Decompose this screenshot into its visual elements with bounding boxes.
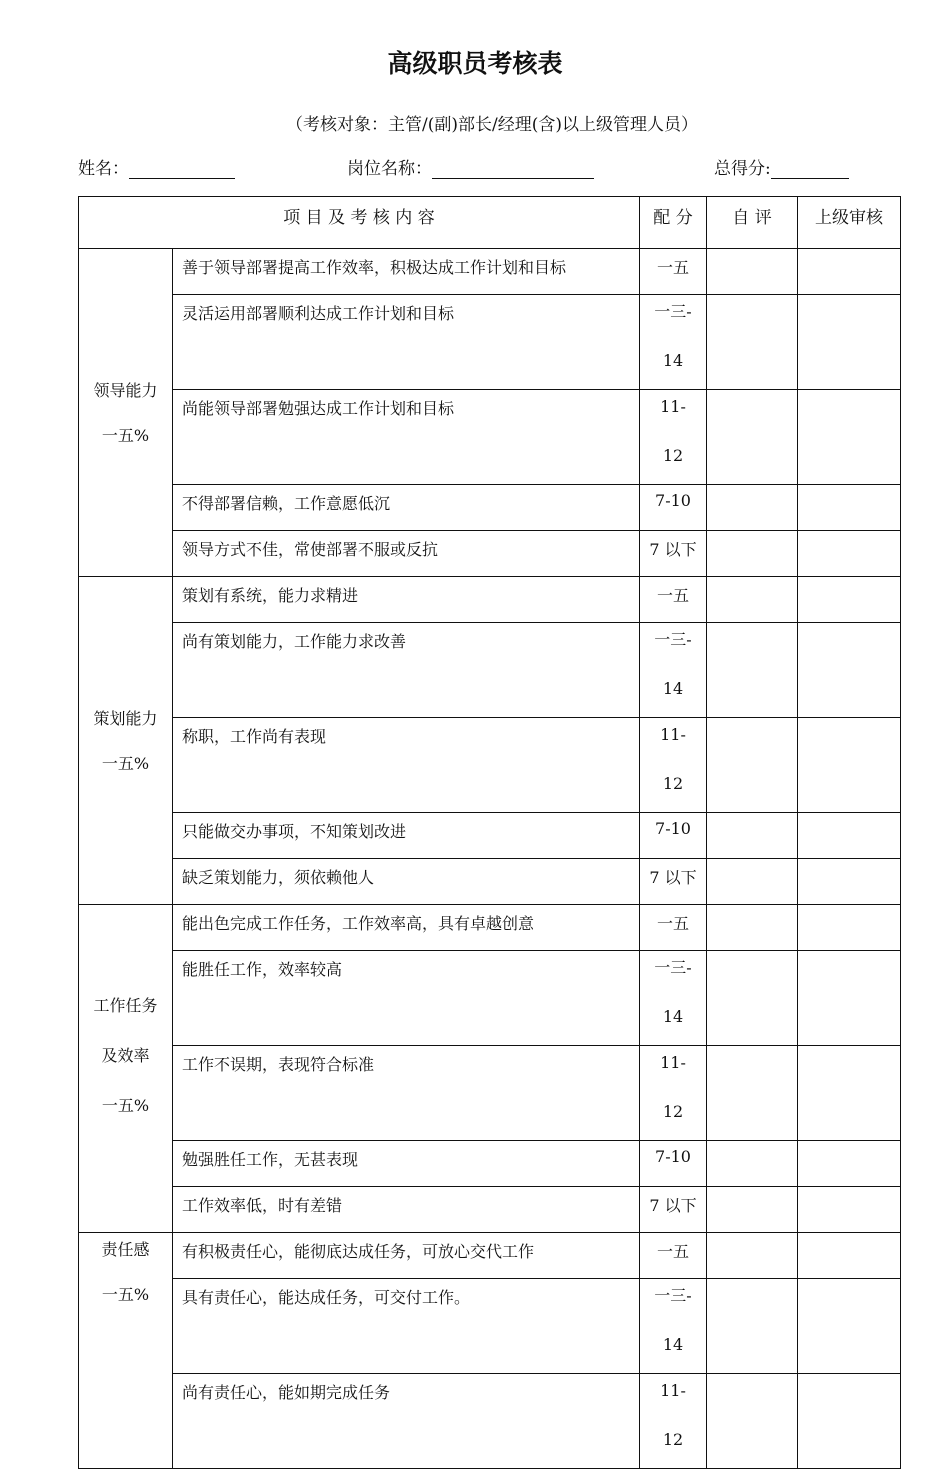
- criterion-text: 尚能领导部署勉强达成工作计划和目标: [173, 390, 640, 485]
- total-score-label: 总得分:: [714, 159, 771, 179]
- score-range: [640, 951, 707, 1046]
- supervisor-review-cell[interactable]: [798, 718, 901, 813]
- self-eval-cell[interactable]: [707, 718, 798, 813]
- score-range-part: 14: [662, 1335, 684, 1354]
- criterion-text: 勉强胜任工作，无甚表现: [173, 1141, 640, 1187]
- table-row: [79, 1233, 901, 1279]
- score-range: 7-10: [640, 485, 707, 531]
- supervisor-review-cell[interactable]: [798, 1374, 901, 1469]
- category-cell: [79, 1233, 173, 1469]
- criterion-text: 工作不误期，表现符合标准: [173, 1046, 640, 1141]
- supervisor-review-cell[interactable]: [798, 1187, 901, 1233]
- self-eval-cell[interactable]: [707, 390, 798, 485]
- self-eval-cell[interactable]: [707, 951, 798, 1046]
- supervisor-review-cell[interactable]: [798, 295, 901, 390]
- category-label: 责任感: [101, 1240, 150, 1259]
- score-range-part: 12: [662, 1430, 684, 1449]
- criterion-text: 尚有责任心，能如期完成任务: [173, 1374, 640, 1469]
- score-range: 7-10: [640, 813, 707, 859]
- category-cell: [79, 577, 173, 905]
- score-range-part: 11-: [660, 725, 686, 744]
- category-cell: [79, 249, 173, 577]
- table-row: [79, 813, 901, 859]
- score-range-part: 11-: [660, 397, 686, 416]
- category-label: 一五%: [101, 426, 150, 445]
- header-score: 配 分: [640, 197, 707, 249]
- self-eval-cell[interactable]: [707, 905, 798, 951]
- assessment-table: [78, 196, 901, 1469]
- category-label: 一五%: [101, 754, 150, 773]
- self-eval-cell[interactable]: [707, 531, 798, 577]
- supervisor-review-cell[interactable]: [798, 1233, 901, 1279]
- table-row: [79, 1141, 901, 1187]
- page-title: 高级职员考核表: [387, 49, 563, 78]
- criterion-text: 领导方式不佳，常使部署不服或反抗: [173, 531, 640, 577]
- header-content: 项 目 及 考 核 内 容: [79, 197, 640, 249]
- score-range-part: 14: [662, 679, 684, 698]
- score-range: [640, 1374, 707, 1469]
- position-label: 岗位名称：: [347, 159, 432, 179]
- score-range-part: 11-: [660, 1381, 686, 1400]
- criterion-text: 工作效率低，时有差错: [173, 1187, 640, 1233]
- table-row: [79, 577, 901, 623]
- position-input-line[interactable]: [432, 160, 594, 179]
- category-cell: [79, 905, 173, 1233]
- criterion-text: 只能做交办事项，不知策划改进: [173, 813, 640, 859]
- category-label: 及效率: [101, 1046, 150, 1065]
- score-range: [640, 1046, 707, 1141]
- score-range-part: 12: [662, 774, 684, 793]
- score-range: [640, 1279, 707, 1374]
- table-row: [79, 249, 901, 295]
- supervisor-review-cell[interactable]: [798, 390, 901, 485]
- name-field: [78, 154, 235, 179]
- self-eval-cell[interactable]: [707, 249, 798, 295]
- supervisor-review-cell[interactable]: [798, 1141, 901, 1187]
- table-row: [79, 1187, 901, 1233]
- supervisor-review-cell[interactable]: [798, 951, 901, 1046]
- score-range: [640, 623, 707, 718]
- score-range: 7 以下: [640, 531, 707, 577]
- self-eval-cell[interactable]: [707, 623, 798, 718]
- score-range: 7-10: [640, 1141, 707, 1187]
- self-eval-cell[interactable]: [707, 1279, 798, 1374]
- criterion-text: 缺乏策划能力，须依赖他人: [173, 859, 640, 905]
- self-eval-cell[interactable]: [707, 1374, 798, 1469]
- name-input-line[interactable]: [129, 160, 235, 179]
- self-eval-cell[interactable]: [707, 1141, 798, 1187]
- self-eval-cell[interactable]: [707, 1187, 798, 1233]
- criterion-text: 具有责任心，能达成任务，可交付工作。: [173, 1279, 640, 1374]
- score-range-part: 11-: [660, 1053, 686, 1072]
- table-row: [79, 718, 901, 813]
- score-range: 一五: [640, 249, 707, 295]
- criterion-text: 不得部署信赖，工作意愿低沉: [173, 485, 640, 531]
- score-range: 一五: [640, 1233, 707, 1279]
- category-label: 一五%: [101, 1285, 150, 1304]
- category-label: 领导能力: [93, 381, 158, 400]
- self-eval-cell[interactable]: [707, 295, 798, 390]
- category-label: 策划能力: [93, 709, 158, 728]
- criterion-text: 策划有系统，能力求精进: [173, 577, 640, 623]
- score-range-part: 14: [662, 1007, 684, 1026]
- criterion-text: 称职，工作尚有表现: [173, 718, 640, 813]
- self-eval-cell[interactable]: [707, 1046, 798, 1141]
- table-row: [79, 1279, 901, 1374]
- score-range-part: 12: [662, 446, 684, 465]
- header-supervisor-review: 上级审核: [798, 197, 901, 249]
- total-score-field: [714, 154, 849, 179]
- table-row: [79, 859, 901, 905]
- score-range-part: 一三-: [654, 302, 692, 321]
- self-eval-cell[interactable]: [707, 1233, 798, 1279]
- criterion-text: 善于领导部署提高工作效率，积极达成工作计划和目标: [173, 249, 640, 295]
- self-eval-cell[interactable]: [707, 813, 798, 859]
- position-field: [347, 154, 594, 179]
- supervisor-review-cell[interactable]: [798, 577, 901, 623]
- supervisor-review-cell[interactable]: [798, 905, 901, 951]
- criterion-text: 有积极责任心，能彻底达成任务，可放心交代工作: [173, 1233, 640, 1279]
- criterion-text: 灵活运用部署顺利达成工作计划和目标: [173, 295, 640, 390]
- supervisor-review-cell[interactable]: [798, 249, 901, 295]
- table-row: [79, 1046, 901, 1141]
- table-row: [79, 531, 901, 577]
- name-label: 姓名：: [78, 159, 129, 179]
- supervisor-review-cell[interactable]: [798, 1046, 901, 1141]
- supervisor-review-cell[interactable]: [798, 623, 901, 718]
- table-row: [79, 1374, 901, 1469]
- supervisor-review-cell[interactable]: [798, 1279, 901, 1374]
- table-header-row: [79, 197, 901, 249]
- self-eval-cell[interactable]: [707, 485, 798, 531]
- score-range-part: 一三-: [654, 958, 692, 977]
- self-eval-cell[interactable]: [707, 577, 798, 623]
- criterion-text: 能出色完成工作任务，工作效率高，具有卓越创意: [173, 905, 640, 951]
- score-range: [640, 295, 707, 390]
- supervisor-review-cell[interactable]: [798, 859, 901, 905]
- criterion-text: 尚有策划能力，工作能力求改善: [173, 623, 640, 718]
- criterion-text: 能胜任工作，效率较高: [173, 951, 640, 1046]
- supervisor-review-cell[interactable]: [798, 531, 901, 577]
- table-row: [79, 485, 901, 531]
- supervisor-review-cell[interactable]: [798, 485, 901, 531]
- score-range: 7 以下: [640, 859, 707, 905]
- table-row: [79, 951, 901, 1046]
- table-row: [79, 390, 901, 485]
- table-row: [79, 905, 901, 951]
- score-range: 一五: [640, 905, 707, 951]
- score-range: 7 以下: [640, 1187, 707, 1233]
- category-label: 工作任务: [93, 996, 158, 1015]
- assessment-scope: （考核对象：主管/(副)部长/经理(含)以上级管理人员）: [286, 115, 698, 135]
- self-eval-cell[interactable]: [707, 859, 798, 905]
- score-range: [640, 718, 707, 813]
- score-range-part: 12: [662, 1102, 684, 1121]
- category-label: 一五%: [101, 1096, 150, 1115]
- score-range-part: 一三-: [654, 1286, 692, 1305]
- table-row: [79, 623, 901, 718]
- score-range-part: 一三-: [654, 630, 692, 649]
- score-range-part: 14: [662, 351, 684, 370]
- total-score-input-line[interactable]: [771, 160, 849, 179]
- score-range: 一五: [640, 577, 707, 623]
- header-self-eval: 自 评: [707, 197, 798, 249]
- table-row: [79, 295, 901, 390]
- supervisor-review-cell[interactable]: [798, 813, 901, 859]
- score-range: [640, 390, 707, 485]
